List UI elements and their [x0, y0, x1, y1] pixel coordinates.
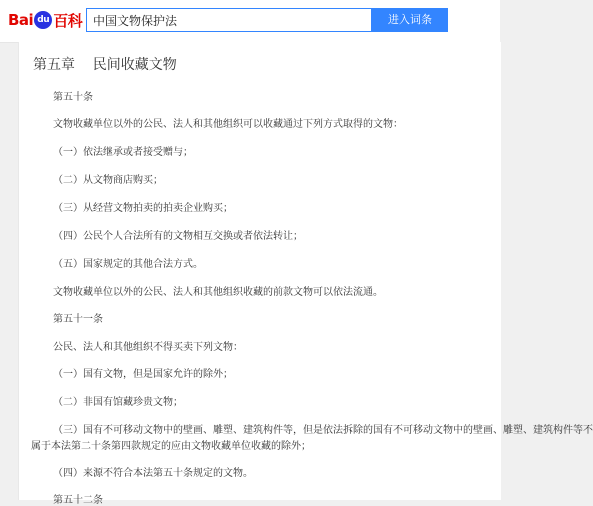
article-paragraph: （四）来源不符合本法第五十条规定的文物。 [53, 468, 253, 479]
article-paragraph-continued: 属于本法第二十条第四款规定的应由文物收藏单位收藏的除外； [31, 441, 311, 452]
article-heading-51: 第五十一条 [53, 314, 103, 325]
logo-text-bai: Bai [8, 11, 34, 29]
article-heading-52: 第五十二条 [53, 495, 103, 506]
article-paragraph: （一）国有文物，但是国家允许的除外； [53, 369, 233, 380]
enter-entry-button[interactable]: 进入词条 [372, 8, 448, 32]
search-input[interactable] [86, 8, 372, 32]
article-content [18, 42, 593, 506]
article-heading-50: 第五十条 [53, 92, 93, 103]
article-paragraph: （三）国有不可移动文物中的壁画、雕塑、建筑构件等，但是依法拆除的国有不可移动文物中的壁画、雕塑、建筑构件等不 [53, 425, 593, 436]
article-paragraph: 文物收藏单位以外的公民、法人和其他组织可以收藏通过下列方式取得的文物： [53, 119, 403, 130]
article-paragraph: 文物收藏单位以外的公民、法人和其他组织收藏的前款文物可以依法流通。 [53, 287, 383, 298]
logo-paw-badge: du [34, 11, 52, 29]
baidu-baike-logo[interactable] [8, 6, 82, 34]
article-paragraph: （二）从文物商店购买； [53, 175, 163, 186]
header-bar [0, 0, 500, 43]
article-paragraph: （五）国家规定的其他合法方式。 [53, 259, 203, 270]
chapter-title: 第五章 民间收藏文物 [33, 57, 177, 73]
article-paragraph: （一）依法继承或者接受赠与； [53, 147, 193, 158]
logo-text-baike: 百科 [53, 11, 83, 30]
article-paragraph: （三）从经营文物拍卖的拍卖企业购买； [53, 203, 233, 214]
article-paragraph: （二）非国有馆藏珍贵文物； [53, 397, 183, 408]
article-paragraph: （四）公民个人合法所有的文物相互交换或者依法转让； [53, 231, 303, 242]
article-paragraph: 公民、法人和其他组织不得买卖下列文物： [53, 342, 243, 353]
